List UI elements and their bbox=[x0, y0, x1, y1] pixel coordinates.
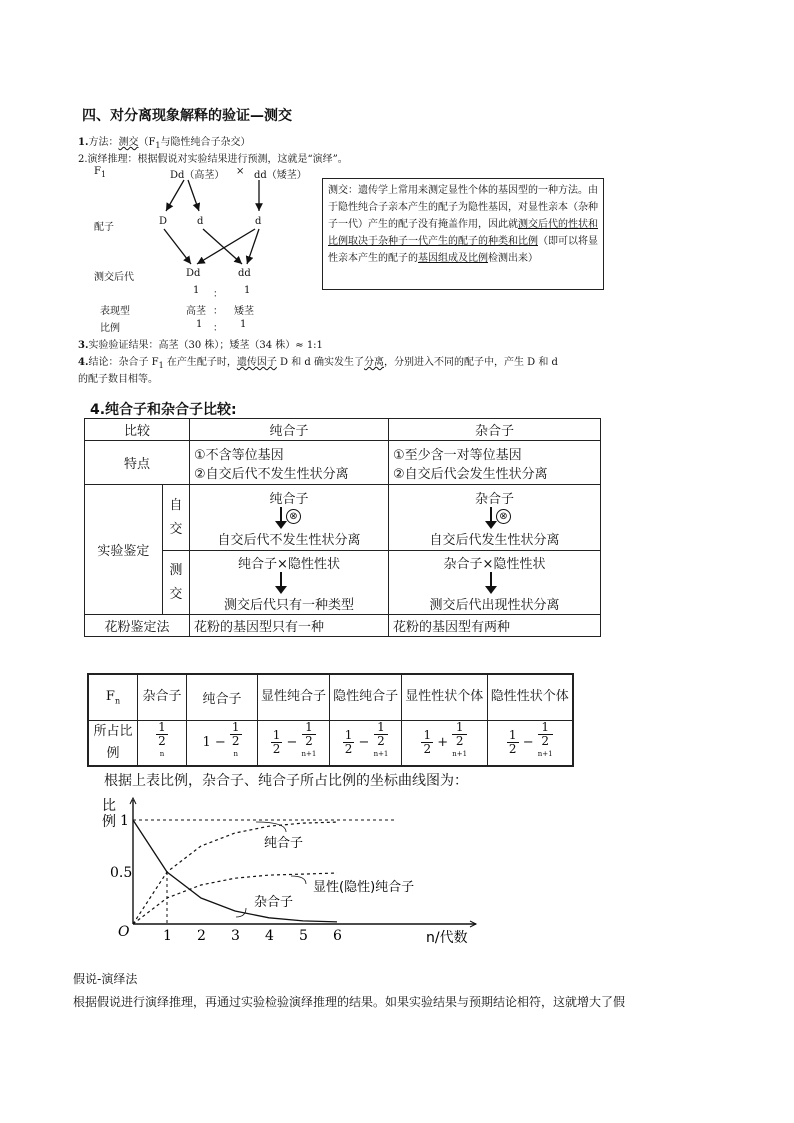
result-line: 3.实验验证结果：高茎（30 株）；矮茎（34 株）≈ 1:1 bbox=[78, 340, 323, 351]
pheno-short: 矮茎 bbox=[234, 306, 254, 317]
series-line-0 bbox=[133, 822, 337, 924]
xtick-1: 1 bbox=[163, 928, 172, 944]
conclusion-line: 4.结论：杂合子 $F_1$ 在产生配子时，遗传因子 D 和 d 确实发生了分离，分别进入不同的配子中，产生 D 和 d bbox=[78, 357, 558, 370]
ratio2-colon: ： bbox=[213, 323, 223, 334]
ratio-pure: 1 − 1 2 $^n$ bbox=[187, 720, 258, 766]
ratio-dom-pure: $\frac{1}{2}$ − 1 2 $^{n+1}$ bbox=[258, 720, 330, 766]
offspring-dd: dd bbox=[238, 268, 251, 279]
ratio-hetero: 1 2 $^n$ bbox=[138, 720, 187, 766]
ratio-dom-trait: $\frac{1}{2}$ + 1 2 $^{n+1}$ bbox=[402, 720, 487, 766]
parent2: dd（矮茎） bbox=[254, 170, 307, 181]
exp-label: 实验鉴定 bbox=[85, 485, 163, 615]
compare-header-hetero: 杂合子 bbox=[389, 419, 601, 441]
test-pure-cell: 纯合子×隐性性状 测交后代只有一种类型 bbox=[190, 551, 389, 615]
ytick-1: 1 bbox=[120, 813, 129, 829]
gamete-d1: d bbox=[197, 216, 204, 227]
series-leader-1 bbox=[291, 876, 306, 884]
section-title: 四、对分离现象解释的验证—测交 bbox=[82, 108, 292, 124]
y-label-part1: 比 bbox=[102, 798, 116, 814]
pollen-label: 花粉鉴定法 bbox=[85, 615, 190, 637]
compare-table bbox=[84, 418, 601, 637]
gen-header-rec-pure: 隐性纯合子 bbox=[330, 674, 402, 720]
parent1: Dd（高茎） bbox=[170, 170, 225, 181]
ratio-colon: ： bbox=[213, 289, 223, 300]
compare-header-label: 比较 bbox=[85, 419, 190, 441]
xtick-5: 5 bbox=[299, 928, 308, 944]
self-label: 自交 bbox=[162, 485, 189, 551]
xtick-2: 2 bbox=[197, 928, 206, 944]
xtick-3: 3 bbox=[231, 928, 240, 944]
series-label-2: 杂合子 bbox=[254, 895, 294, 910]
x-label: n/代数 bbox=[426, 930, 468, 946]
series-label-1: 显性(隐性)纯合子 bbox=[313, 880, 415, 895]
compare-title: 4.纯合子和杂合子比较: bbox=[90, 402, 237, 418]
hypo-title: 假说-演绎法 bbox=[73, 972, 138, 986]
ratio-1b: 1 bbox=[244, 285, 251, 296]
self-pure-cell: 纯合子 ⊗ 自交后代不发生性状分离 bbox=[190, 485, 389, 551]
pollen-pure: 花粉的基因型只有一种 bbox=[190, 615, 389, 637]
offspring-Dd: Dd bbox=[186, 268, 201, 279]
generation-table bbox=[87, 673, 574, 767]
pheno-tall: 高茎 bbox=[186, 306, 206, 317]
curve-caption: 根据上表比例，杂合子、纯合子所占比例的坐标曲线图为： bbox=[104, 773, 468, 789]
ratio-chart bbox=[96, 792, 486, 952]
ratio2-1b: 1 bbox=[240, 319, 247, 330]
pheno-label: 表现型 bbox=[100, 306, 130, 317]
gamete-label: 配子 bbox=[94, 222, 114, 233]
method-detail-post: 与隐性纯合子杂交） bbox=[160, 137, 251, 148]
test-hetero-cell: 杂合子×隐性性状 测交后代出现性状分离 bbox=[389, 551, 601, 615]
compare-header-pure: 纯合子 bbox=[190, 419, 389, 441]
series-line-1 bbox=[133, 873, 337, 924]
hypo-text: 根据假说进行演绎推理，再通过实验检验演绎推理的结果。如果实验结果与预期结论相符，这就增大了假 bbox=[73, 995, 626, 1009]
feature-pure: ①不含等位基因 ②自交后代不发生性状分离 bbox=[190, 441, 389, 485]
y-label-part2: 例 bbox=[102, 814, 116, 830]
method-detail-pre: （F bbox=[138, 137, 156, 148]
method-detail-sub: 1 bbox=[155, 141, 161, 150]
self-hetero-cell: 杂合子 ⊗ 自交后代发生性状分离 bbox=[389, 485, 601, 551]
testcross-note: 测交：遗传学上常用来测定显性个体的基因型的一种方法。由于隐性纯合子亲本产生的配子为隐性基因，对显性亲本（杂种子一代）产生的配子没有掩盖作用，因此就测交后代的性状和比例取决于杂种子一代产生的配子的种类和比例（即可以将显性亲本产生的配子的基因组成及比例检测出来） bbox=[322, 178, 604, 290]
feature-label: 特点 bbox=[85, 441, 190, 485]
cross-symbol: × bbox=[236, 166, 245, 177]
gen-row-label: 所占比例 bbox=[88, 720, 138, 766]
ratio-rec-trait: $\frac{1}{2}$ − 1 2 $^{n+1}$ bbox=[487, 720, 573, 766]
gen-header-hetero: 杂合子 bbox=[138, 674, 187, 720]
deduction-line: 2.演绎推理：根据假说对实验结果进行预测，这就是“演绎”。 bbox=[78, 154, 348, 165]
gamete-D: D bbox=[159, 216, 168, 227]
series-line-2 bbox=[133, 820, 337, 922]
ratio2-1a: 1 bbox=[196, 319, 203, 330]
gen-header-dom-pure: 显性纯合子 bbox=[258, 674, 330, 720]
xtick-6: 6 bbox=[333, 928, 342, 944]
series-leader-0 bbox=[256, 822, 286, 832]
f1-label: $F_1$ bbox=[94, 166, 107, 179]
method-num: 1. bbox=[78, 137, 89, 148]
ratio-rec-pure: $\frac{1}{2}$ − 1 2 $^{n+1}$ bbox=[330, 720, 402, 766]
origin-label: O bbox=[118, 924, 130, 940]
pheno-colon: ： bbox=[213, 306, 223, 317]
ytick-0.5: 0.5 bbox=[110, 865, 133, 881]
conclusion-line2: 的配子数目相等。 bbox=[78, 374, 158, 385]
gamete-d2: d bbox=[255, 216, 262, 227]
method-term: 测交 bbox=[118, 137, 139, 148]
offspring-label: 测交后代 bbox=[94, 272, 134, 283]
ratio-1a: 1 bbox=[193, 285, 200, 296]
test-label: 测交 bbox=[162, 551, 189, 615]
series-label-0: 纯合子 bbox=[264, 836, 304, 851]
xtick-4: 4 bbox=[265, 928, 274, 944]
ratio-label: 比例 bbox=[100, 323, 120, 334]
method-label: 方法： bbox=[88, 137, 119, 148]
feature-hetero: ①至少含一对等位基因 ②自交后代会发生性状分离 bbox=[389, 441, 601, 485]
gen-header-rec-trait: 隐性性状个体 bbox=[487, 674, 573, 720]
gen-header-pure: 纯合子 bbox=[187, 674, 258, 720]
gen-header-fn: $F_n$ bbox=[88, 674, 138, 720]
pollen-hetero: 花粉的基因型有两种 bbox=[389, 615, 601, 637]
gen-header-dom-trait: 显性性状个体 bbox=[402, 674, 487, 720]
